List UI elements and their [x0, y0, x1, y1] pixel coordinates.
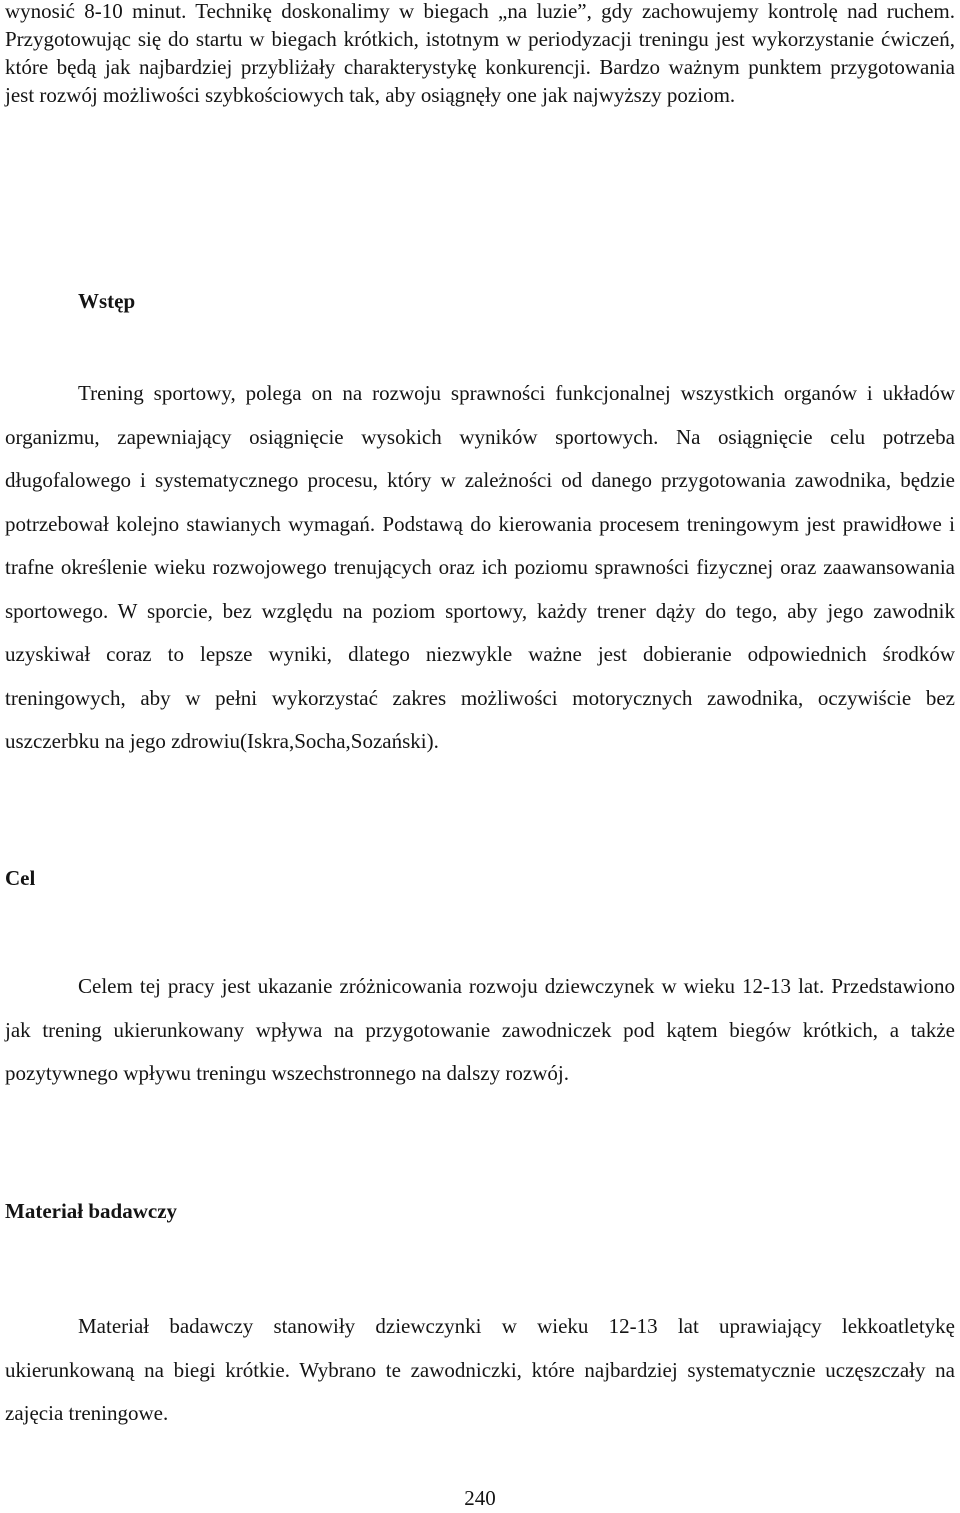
section-body-wstep: Trening sportowy, polega on na rozwoju sprawności funkcjonalnej wszystkich organów i układów organizmu, zapewniający osiągnięcie wysokich wyników sportowych. Na osiągnięcie celu potrzeba długofalowego i systematycznego procesu, który w zależności od danego przygotowania zawodnika, będzie potrzebował kolejno stawianych wymagań. Podstawą do kierowania procesem treningowym jest prawidłowe i trafne określenie wieku rozwojowego trenujących oraz ich poziomu sprawności fizycznej oraz zaawansowania sportowego. W sporcie, bez względu na poziom sportowy, każdy trener dąży do tego, aby jego zawodnik uzyskiwał coraz to lepsze wyniki, dlatego niezwykle ważne jest dobieranie odpowiednich środków treningowych, aby w pełni wykorzystać zakres możliwości motorycznych zawodnika, oczywiście bez uszczerbku na jego zdrowiu(Iskra,Socha,Sozański). [5, 381, 955, 753]
section-body-cel: Celem tej pracy jest ukazanie zróżnicowania rozwoju dziewczynek w wieku 12-13 lat. Przedstawiono jak trening ukierunkowany wpływa na przygotowanie zawodniczek pod kątem biegów krótkich, a także pozytywnego wpływu treningu wszechstronnego na dalszy rozwój. [5, 974, 955, 1085]
section-heading-material: Materiał badawczy [5, 1199, 178, 1223]
intro-paragraph: wynosić 8-10 minut. Technikę doskonalimy w biegach „na luzie”, gdy zachowujemy kontrolę nad ruchem. Przygotowując się do startu w biegach krótkich, istotnym w periodyzacji treningu jest wykorzystanie ćwiczeń, które będą jak najbardziej przybliżały charakterystykę konkurencji. Bardzo ważnym punktem przygotowania jest rozwój możliwości szybkościowych tak, aby osiągnęły one jak najwyższy poziom. [5, 0, 955, 107]
page-number: 240 [464, 1486, 496, 1510]
section-heading-cel: Cel [5, 866, 36, 890]
section-body-material: Materiał badawczy stanowiły dziewczynki w wieku 12-13 lat uprawiający lekkoatletykę ukierunkowaną na biegi krótkie. Wybrano te zawodniczki, które najbardziej systematycznie uczęszczały na zajęcia treningowe. [5, 1314, 955, 1425]
section-heading-wstep: Wstęp [78, 289, 136, 313]
